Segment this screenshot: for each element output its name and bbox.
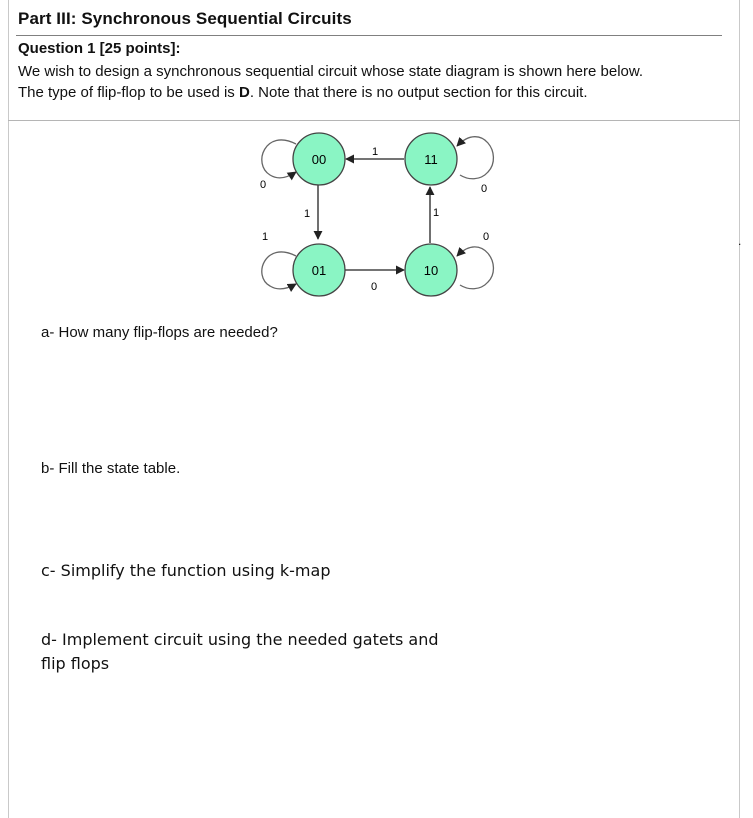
title-rule	[16, 35, 722, 36]
label-00-to-01: 1	[303, 208, 311, 220]
question-title: Question 1 [25 points]:	[18, 40, 181, 57]
question-d	[41, 628, 439, 676]
state-00-label: 00	[311, 152, 327, 167]
question-d-line-1: d- Implement circuit using the needed gatets and	[41, 630, 439, 649]
label-01-to-10: 0	[370, 281, 378, 293]
state-00	[293, 133, 345, 185]
intro-line-2	[18, 82, 718, 103]
loop-01	[262, 252, 296, 289]
intro-line-2-prefix: The type of flip-flop to be used is	[18, 84, 239, 101]
stray-mark: .	[738, 234, 742, 248]
intro-text	[18, 61, 718, 103]
state-10-label: 10	[423, 263, 439, 278]
loop-10	[457, 247, 493, 289]
label-10-to-11: 1	[432, 207, 440, 219]
label-loop-11: 0	[480, 183, 488, 195]
question-a: a- How many flip-flops are needed?	[41, 324, 278, 341]
flip-flop-type: D	[238, 84, 250, 101]
label-loop-01: 1	[261, 231, 269, 243]
question-d-line-2: flip flops	[41, 654, 110, 673]
state-diagram	[240, 118, 510, 308]
question-c: c- Simplify the function using k-map	[41, 561, 331, 580]
state-10	[405, 244, 457, 296]
state-01	[293, 244, 345, 296]
part-title: Part III: Synchronous Sequential Circuits	[18, 9, 352, 28]
intro-line-2-suffix: . Note that there is no output section for this circuit.	[249, 84, 588, 101]
state-11-label: 11	[424, 152, 438, 167]
intro-line-1: We wish to design a synchronous sequential circuit whose state diagram is shown here below.	[18, 63, 644, 80]
loop-11	[457, 137, 493, 179]
label-loop-00: 0	[259, 179, 267, 191]
label-11-to-00: 1	[371, 146, 379, 158]
state-01-label: 01	[311, 263, 327, 278]
state-11	[405, 133, 457, 185]
label-loop-10: 0	[482, 231, 490, 243]
question-b: b- Fill the state table.	[41, 460, 181, 477]
loop-00	[262, 140, 296, 178]
